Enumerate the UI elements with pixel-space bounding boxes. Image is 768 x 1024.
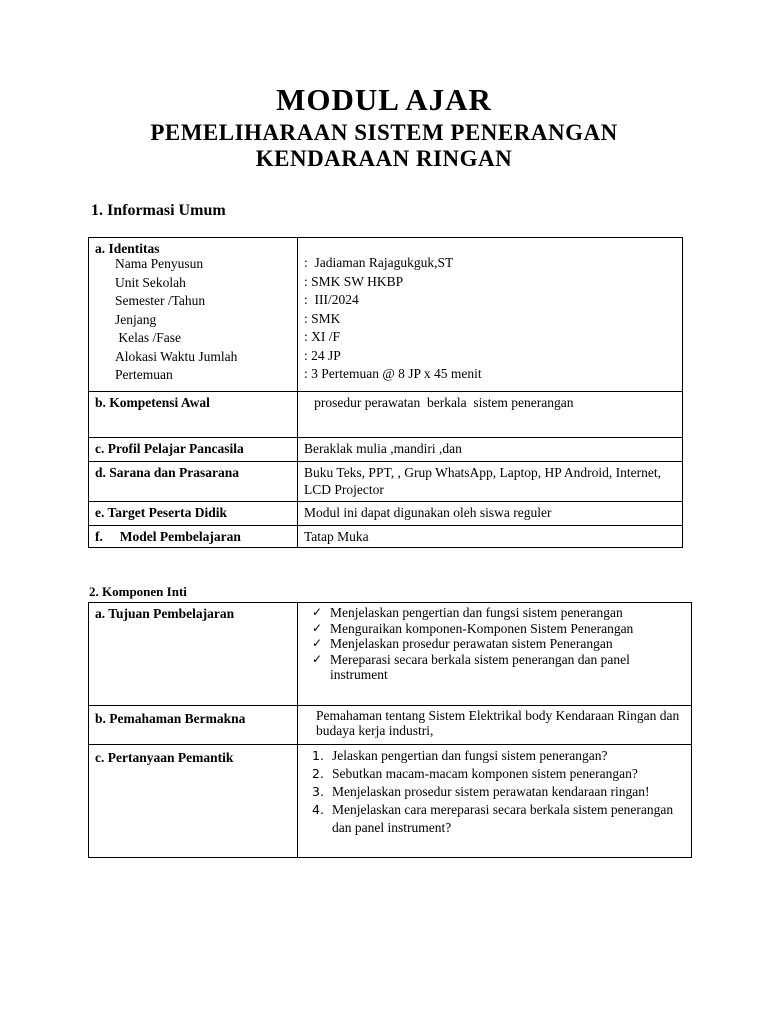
subtitle-line-2: KENDARAAN RINGAN — [255, 146, 513, 171]
check-mark-icon: ✓ — [312, 636, 323, 650]
list-item: 1. Jelaskan pengertian dan fungsi sistem penerangan? — [312, 748, 608, 763]
row-label: c. Pertanyaan Pemantik — [89, 745, 298, 858]
pertanyaan-list-cell — [298, 745, 692, 858]
row-label: e. Target Peserta Didik — [89, 502, 298, 526]
row-label: c. Profil Pelajar Pancasila — [89, 438, 298, 462]
table-row — [89, 238, 683, 392]
field-value: : XI /F — [304, 329, 341, 344]
row-value: Tatap Muka — [298, 526, 683, 548]
field-label: Semester /Tahun — [115, 293, 206, 308]
row-value: Buku Teks, PPT, , Grup WhatsApp, Laptop, HP Android, Internet, LCD Projector — [298, 462, 683, 502]
list-item: 3. Menjelaskan prosedur sistem perawatan kendaraan ringan! — [312, 784, 650, 799]
table-row — [89, 438, 683, 462]
field-label: Nama Penyusun — [115, 256, 204, 271]
field-label: Alokasi Waktu Jumlah — [115, 348, 238, 364]
check-mark-icon: ✓ — [312, 651, 323, 666]
field-label: Kelas /Fase — [115, 330, 181, 345]
row-label: d. Sarana dan Prasarana — [89, 462, 298, 502]
table-row — [89, 502, 683, 526]
field-label: Pertemuan — [115, 367, 173, 382]
table-row — [89, 392, 683, 438]
identitas-field-values — [304, 240, 676, 384]
tujuan-list — [304, 605, 685, 683]
table-row — [89, 706, 692, 745]
table-row — [89, 462, 683, 502]
tujuan-list-cell — [298, 603, 692, 706]
field-value: : Jadiaman Rajagukguk,ST — [304, 255, 454, 270]
check-mark-icon: ✓ — [312, 605, 323, 619]
komponen-inti-table — [88, 602, 692, 858]
informasi-umum-table — [88, 237, 683, 548]
table-row — [89, 745, 692, 858]
list-item: 4. Menjelaskan cara mereparasi secara berkala sistem penerangan dan panel instrument? — [312, 802, 674, 835]
field-label: Jenjang — [115, 311, 157, 327]
list-item: ✓ Menguraikan komponen-Komponen Sistem Penerangan — [312, 620, 634, 636]
row-value: prosedur perawatan berkala sistem penerangan — [298, 392, 683, 438]
check-mark-icon: ✓ — [312, 620, 323, 635]
row-label: b. Pemahaman Bermakna — [89, 706, 298, 745]
field-label: Unit Sekolah — [115, 274, 186, 290]
section-1-heading: 1. Informasi Umum — [91, 202, 226, 219]
row-value: Beraklak mulia ,mandiri ,dan — [298, 438, 683, 462]
document-title: MODUL AJAR — [276, 82, 492, 117]
field-value: : 3 Pertemuan @ 8 JP x 45 menit — [304, 366, 482, 381]
row-label: a. Tujuan Pembelajaran — [89, 603, 298, 706]
field-value: : 24 JP — [304, 347, 341, 363]
table-row — [89, 603, 692, 706]
field-value: : III/2024 — [304, 292, 359, 307]
section-2-heading: 2. Komponen Inti — [89, 584, 187, 599]
list-item: ✓ Mereparasi secara berkala sistem penerangan dan panel instrument — [312, 651, 630, 682]
subtitle-line-1: PEMELIHARAAN SISTEM PENERANGAN — [150, 120, 618, 145]
field-value: : SMK — [304, 310, 341, 326]
identitas-values-cell — [298, 238, 683, 392]
row-label: f. Model Pembelajaran — [89, 526, 298, 548]
list-item: ✓ Menjelaskan prosedur perawatan sistem Penerangan — [312, 636, 613, 651]
document-subtitle — [0, 120, 768, 172]
identitas-labels-cell — [89, 238, 298, 392]
row-value: Pemahaman tentang Sistem Elektrikal body Kendaraan Ringan dan budaya kerja industri, — [298, 706, 692, 745]
row-value: Modul ini dapat digunakan oleh siswa reguler — [298, 502, 683, 526]
row-label: b. Kompetensi Awal — [89, 392, 298, 438]
identitas-label: a. Identitas — [95, 241, 160, 256]
identitas-field-labels — [95, 255, 291, 385]
pertanyaan-list — [304, 747, 685, 837]
table-row — [89, 526, 683, 548]
field-value: : SMK SW HKBP — [304, 273, 404, 289]
list-item: 2. Sebutkan macam-macam komponen sistem penerangan? — [312, 766, 638, 781]
list-item: ✓ Menjelaskan pengertian dan fungsi sistem penerangan — [312, 605, 623, 620]
